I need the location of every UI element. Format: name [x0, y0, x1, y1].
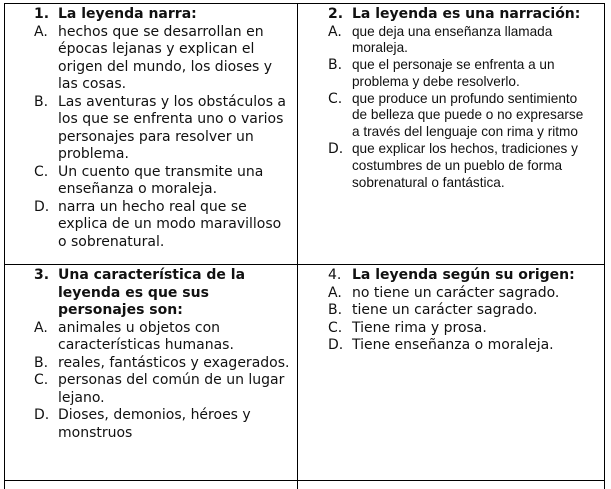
question-number: 3. — [34, 267, 50, 283]
option-letter: D. — [34, 198, 50, 215]
option-text: no tiene un carácter sagrado. — [352, 284, 560, 301]
option-text: Las aventuras y los obstáculos a los que se enfrenta uno o varios personajes para resolver un problema. — [58, 93, 287, 162]
option-letter: B. — [34, 93, 49, 110]
option-text: que el personaje se enfrenta a un problema y debe resolverlo. — [352, 57, 555, 89]
option-c — [34, 164, 292, 199]
question-text: Una característica de la leyenda es que sus personajes son: — [58, 267, 246, 318]
option-d — [328, 337, 590, 355]
option-text: personas del común de un lugar lejano. — [58, 372, 285, 406]
question-3 — [34, 267, 292, 320]
question-number: 2. — [328, 6, 344, 22]
option-letter: B. — [328, 302, 343, 318]
option-text: Dioses, demonios, héroes y monstruos — [58, 407, 251, 441]
table-border-lower — [4, 480, 605, 481]
option-a — [34, 320, 292, 355]
option-letter: A. — [328, 23, 342, 40]
option-d — [34, 199, 292, 252]
option-letter: C. — [328, 319, 343, 336]
question-2 — [328, 6, 590, 24]
option-text: reales, fantásticos y exagerados. — [58, 354, 290, 371]
option-a — [328, 285, 590, 303]
option-text: Tiene rima y prosa. — [352, 319, 487, 336]
option-text: que deja una enseñanza llamada moraleja. — [352, 23, 553, 56]
option-text: narra un hecho real que se explica de un modo maravilloso o sobrenatural. — [58, 198, 282, 250]
option-text: que explicar los hechos, tradiciones y costumbres de un pueblo de forma sobrenatural o fantástica. — [352, 141, 578, 190]
table-border-left — [4, 3, 5, 489]
option-c — [328, 91, 590, 141]
option-letter: D. — [328, 337, 344, 353]
table-border-center — [297, 3, 298, 489]
table-border-right — [604, 3, 605, 489]
option-letter: B. — [34, 354, 49, 371]
option-a — [34, 24, 292, 94]
question-text: La leyenda es una narración: — [352, 6, 581, 22]
question-cell-4 — [328, 267, 590, 355]
option-text: Un cuento que transmite una enseñanza o moraleja. — [58, 163, 264, 197]
option-letter: C. — [34, 163, 49, 180]
question-cell-3 — [34, 267, 292, 442]
question-text: La leyenda narra: — [58, 6, 197, 22]
option-b — [328, 57, 590, 91]
question-text: La leyenda según su origen: — [352, 267, 575, 283]
question-number: 4. — [328, 267, 342, 283]
option-text: tiene un carácter sagrado. — [352, 302, 538, 318]
option-letter: A. — [328, 284, 342, 301]
question-4 — [328, 267, 590, 285]
question-cell-2 — [328, 6, 590, 191]
option-b — [328, 302, 590, 320]
question-number: 1. — [34, 6, 50, 22]
question-cell-1 — [34, 6, 292, 251]
option-letter: C. — [328, 90, 343, 107]
option-letter: A. — [34, 23, 48, 40]
option-text: Tiene enseñanza o moraleja. — [352, 337, 554, 353]
option-letter: C. — [34, 372, 49, 388]
option-c — [34, 372, 292, 407]
table-border-top — [4, 3, 605, 4]
option-letter: D. — [34, 407, 50, 423]
option-b — [34, 355, 292, 373]
option-c — [328, 320, 590, 338]
option-letter: B. — [328, 57, 343, 74]
option-a — [328, 24, 590, 58]
option-b — [34, 94, 292, 164]
option-text: animales u objetos con características humanas. — [58, 319, 234, 353]
option-letter: A. — [34, 319, 48, 336]
option-text: hechos que se desarrollan en épocas lejanas y explican el origen del mundo, los dioses y las cosas. — [58, 23, 273, 92]
option-d — [328, 141, 590, 191]
table-border-middle — [4, 264, 605, 265]
option-letter: D. — [328, 141, 344, 158]
option-text: que produce un profundo sentimiento de belleza que puede o no expresarse a través del lenguaje con rima y ritmo — [352, 90, 584, 140]
option-d — [34, 407, 292, 442]
question-1 — [34, 6, 292, 24]
